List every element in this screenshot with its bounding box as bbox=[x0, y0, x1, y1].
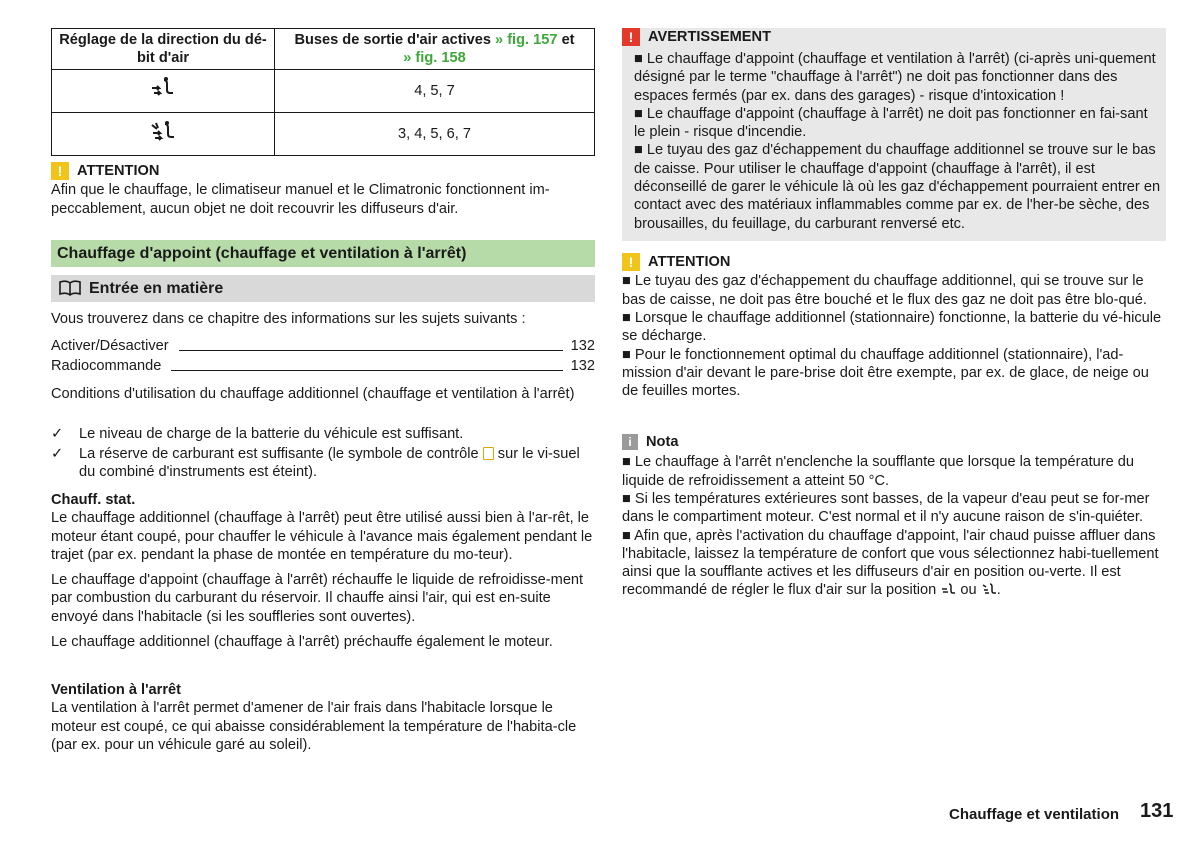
info-icon: i bbox=[622, 434, 638, 450]
nota-box bbox=[622, 433, 1166, 600]
avertissement-header: ! AVERTISSEMENT bbox=[622, 28, 771, 48]
ventilation-p1: La ventilation à l'arrêt permet d'amener de l'air frais dans l'habitacle lorsque le moteur est coupé, ce qui abaisse considérablement la température de l'habita-cle (par ex. pour un véhicule garé au soleil). bbox=[51, 700, 577, 753]
check-item: ✓ Le niveau de charge de la batterie du véhicule est suffisant. bbox=[51, 426, 464, 442]
table-row bbox=[52, 70, 595, 113]
intro-text: Vous trouverez dans ce chapitre des informations sur les sujets suivants : bbox=[51, 311, 526, 327]
attention-header: ! ATTENTION bbox=[622, 253, 1166, 271]
table-cell-value: 3, 4, 5, 6, 7 bbox=[275, 113, 595, 156]
section-title: Chauffage d'appoint (chauffage et ventilation à l'arrêt) bbox=[51, 240, 595, 267]
attention-item: ■ Pour le fonctionnement optimal du chauffage additionnel (stationnaire), l'ad-mission d'air devant le pare-brise doit être exempte, par ex. de glace, de neige ou de feuilles mortes. bbox=[622, 346, 1149, 400]
attention-icon: ! bbox=[622, 253, 640, 271]
attention-icon: ! bbox=[51, 162, 69, 180]
check-item: ✓ La réserve de carburant est suffisante (le symbole de contrôle sur le vi-suel du combiné d'instruments est éteint). bbox=[51, 446, 580, 481]
nota-item: ■ Si les températures extérieures sont basses, de la vapeur d'eau peut se for-mer dans le compartiment moteur. C'est normal et il n'y aucune raison de s'in-quiéter. bbox=[622, 490, 1150, 526]
attention-text: Afin que le chauffage, le climatiseur manuel et le Climatronic fonctionnent im-peccablement, aucun objet ne doit recouvrir les diffuseurs d'air. bbox=[51, 182, 550, 217]
avertissement-item: ■ Le chauffage d'appoint (chauffage et ventilation à l'arrêt) (ci-après uni-quement désigné par le terme "chauffage à l'arrêt") ne doit pas fonctionner dans des espaces fermés (par ex. dans des garages) - risque d'intoxication ! bbox=[634, 51, 1156, 104]
fig-157-link[interactable]: » fig. 157 bbox=[495, 32, 558, 48]
attention-item: ■ Lorsque le chauffage additionnel (stationnaire) fonctionne, la batterie du vé-hicule se décharge. bbox=[622, 309, 1162, 345]
nota-item: ■ Le chauffage à l'arrêt n'enclenche la soufflante que lorsque la température du liquide de refroidissement a atteint 50 °C. bbox=[622, 454, 1135, 489]
intro-bar: Entrée en matière bbox=[51, 275, 595, 302]
avertissement-item: ■ Le tuyau des gaz d'échappement du chauffage additionnel se trouve sur le bas de caisse. Pour utiliser le chauffage d'appoint (chauffage à l'arrêt), il est déconseillé de garer le véhicule là où les gaz d'échappement pourraient entrer en contact avec des matériaux inflammables comme par ex. de l'her-be sèche, des brousailles, du feuillage, du carburant renversé etc. bbox=[634, 142, 1161, 232]
book-icon bbox=[59, 280, 81, 296]
chauff-stat-p1: Le chauffage additionnel (chauffage à l'arrêt) peut être utilisé aussi bien à l'ar-rêt, le moteur étant coupé, pour chauffer le véhicule à l'avance mais également pendant le trajet (par ex. pendant la phase de montée en température du mo-teur). bbox=[51, 510, 593, 563]
footer-chapter-title: Chauffage et ventilation bbox=[949, 806, 1120, 823]
toc-item[interactable]: Activer/Désactiver 132 bbox=[51, 337, 595, 354]
ventilation-section bbox=[51, 681, 595, 754]
chauff-stat-heading: Chauff. stat. bbox=[51, 492, 136, 508]
chauff-stat-section bbox=[51, 491, 595, 651]
attention-box-1 bbox=[51, 162, 595, 218]
fuel-warning-icon bbox=[483, 447, 494, 460]
table-cell-value: 4, 5, 7 bbox=[275, 70, 595, 113]
attention-header: ! ATTENTION bbox=[51, 162, 595, 180]
chauff-stat-p3: Le chauffage additionnel (chauffage à l'arrêt) préchauffe également le moteur. bbox=[51, 634, 553, 651]
nota-item: ■ Afin que, après l'activation du chauffage d'appoint, l'air chaud puisse affluer dans l'habitacle, laissez la température de confort que vous sélectionnez habi-tuellement ainsi que la soufflante actives et les diffuseurs d'air en position ou-verte. Il est recommandé de régler le flux d'air sur la position ou . bbox=[622, 527, 1159, 599]
toc-item[interactable]: Radiocommande 132 bbox=[51, 357, 595, 374]
chauff-stat-p2: Le chauffage d'appoint (chauffage à l'arrêt) réchauffe le liquide de refroidisse-ment par combustion du carburant du réservoir. Il chauffe ainsi l'air, qui est en-suite envoyé dans l'habitacle (si les souffleries sont ouvertes). bbox=[51, 572, 584, 625]
airflow-windscreen-foot-icon bbox=[52, 113, 275, 156]
attention-box-2 bbox=[622, 253, 1166, 400]
table-row bbox=[52, 113, 595, 156]
airflow-foot-icon bbox=[52, 70, 275, 113]
nota-header: i Nota bbox=[622, 433, 1166, 451]
table-header-nozzles: Buses de sortie d'air actives » fig. 157 et » fig. 158 bbox=[275, 29, 595, 70]
ventilation-heading: Ventilation à l'arrêt bbox=[51, 682, 181, 698]
table-header-direction: Réglage de la direction du dé-bit d'air bbox=[52, 29, 275, 70]
avertissement-box bbox=[622, 28, 1166, 241]
airflow-foot-icon bbox=[940, 582, 956, 596]
fig-158-link[interactable]: » fig. 158 bbox=[403, 50, 466, 66]
air-nozzle-table bbox=[51, 28, 595, 156]
airflow-windscreen-foot-icon bbox=[981, 582, 997, 596]
conditions-text: Conditions d'utilisation du chauffage additionnel (chauffage et ventilation à l'arrêt) bbox=[51, 386, 575, 402]
avertissement-item: ■ Le chauffage d'appoint (chauffage à l'arrêt) ne doit pas fonctionner en fai-sant le plein - risque d'incendie. bbox=[634, 105, 1148, 141]
warning-icon: ! bbox=[622, 28, 640, 46]
attention-item: ■ Le tuyau des gaz d'échappement du chauffage additionnel, qui se trouve sur le bas de caisse, ne doit pas être bouché et le flux des gaz ne doit pas être blo-qué. bbox=[622, 273, 1147, 308]
page-number: 131 bbox=[1140, 800, 1174, 822]
